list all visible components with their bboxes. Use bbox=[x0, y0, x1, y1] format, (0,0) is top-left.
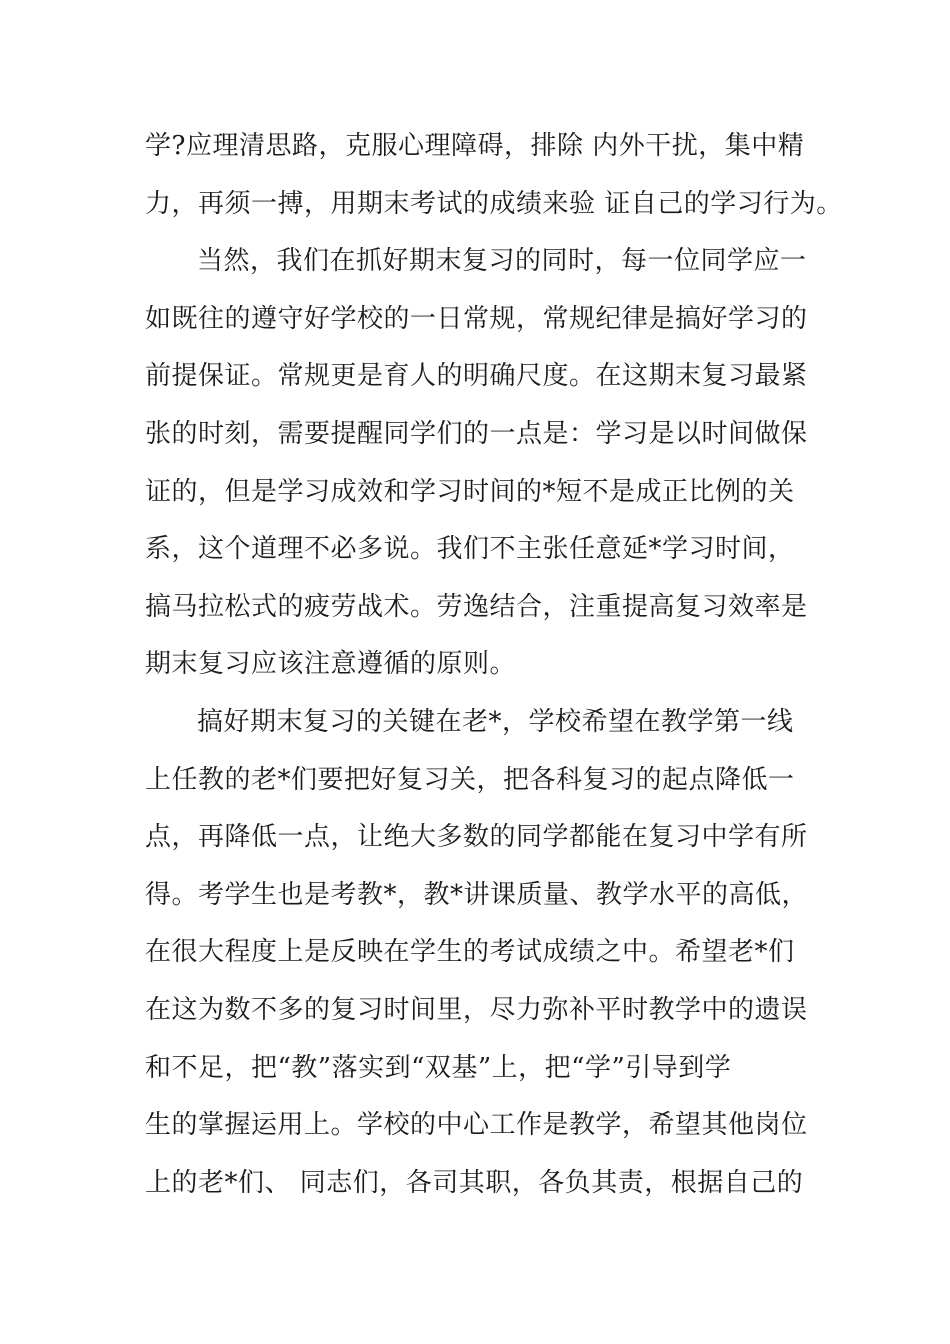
text-line: 上任教的老*们要把好复习关，把各科复习的起点降低一 bbox=[145, 764, 795, 795]
text-line: 在很大程度上是反映在学生的考试成绩之中。希望老*们 bbox=[145, 937, 795, 968]
body-text bbox=[145, 118, 843, 1212]
text-line: 期末复习应该注意遵循的原则。 bbox=[145, 649, 517, 680]
text-line: 上的老*们、 同志们，各司其职，各负其责，根据自己的 bbox=[145, 1167, 804, 1198]
text-line: 学?应理清思路，克服心理障碍，排除 内外干扰，集中精 bbox=[145, 131, 805, 161]
text-line: 系，这个道理不必多说。我们不主张任意延*学习时间， bbox=[145, 534, 795, 565]
text-line: 得。考学生也是考教*，教*讲课质量、教学水平的高低， bbox=[145, 879, 809, 910]
text-line: 和不足，把“教”落实到“双基”上，把“学”引导到学 bbox=[145, 1052, 732, 1083]
text-line: 前提保证。常规更是育人的明确尺度。在这期末复习最紧 bbox=[145, 361, 808, 392]
text-line: 如既往的遵守好学校的一日常规，常规纪律是搞好学习的 bbox=[145, 303, 808, 334]
text-line: 力，再须一搏，用期末考试的成绩来验 证自己的学习行为。 bbox=[145, 188, 843, 219]
text-line: 点，再降低一点，让绝大多数的同学都能在复习中学有所 bbox=[145, 822, 808, 853]
paragraph-start-line: 当然，我们在抓好期末复习的同时，每一位同学应一 bbox=[197, 246, 807, 277]
text-line: 证的，但是学习成效和学习时间的*短不是成正比例的关 bbox=[145, 476, 795, 507]
text-line: 生的掌握运用上。学校的中心工作是教学，希望其他岗位 bbox=[145, 1110, 808, 1141]
text-line: 张的时刻，需要提醒同学们的一点是：学习是以时间做保 bbox=[145, 418, 808, 449]
text-line: 在这为数不多的复习时间里，尽力弥补平时教学中的遗误 bbox=[145, 994, 808, 1025]
text-line: 搞马拉松式的疲劳战术。劳逸结合，注重提高复习效率是 bbox=[145, 591, 808, 622]
paragraph-start-line: 搞好期末复习的关键在老*，学校希望在教学第一线 bbox=[197, 706, 794, 737]
